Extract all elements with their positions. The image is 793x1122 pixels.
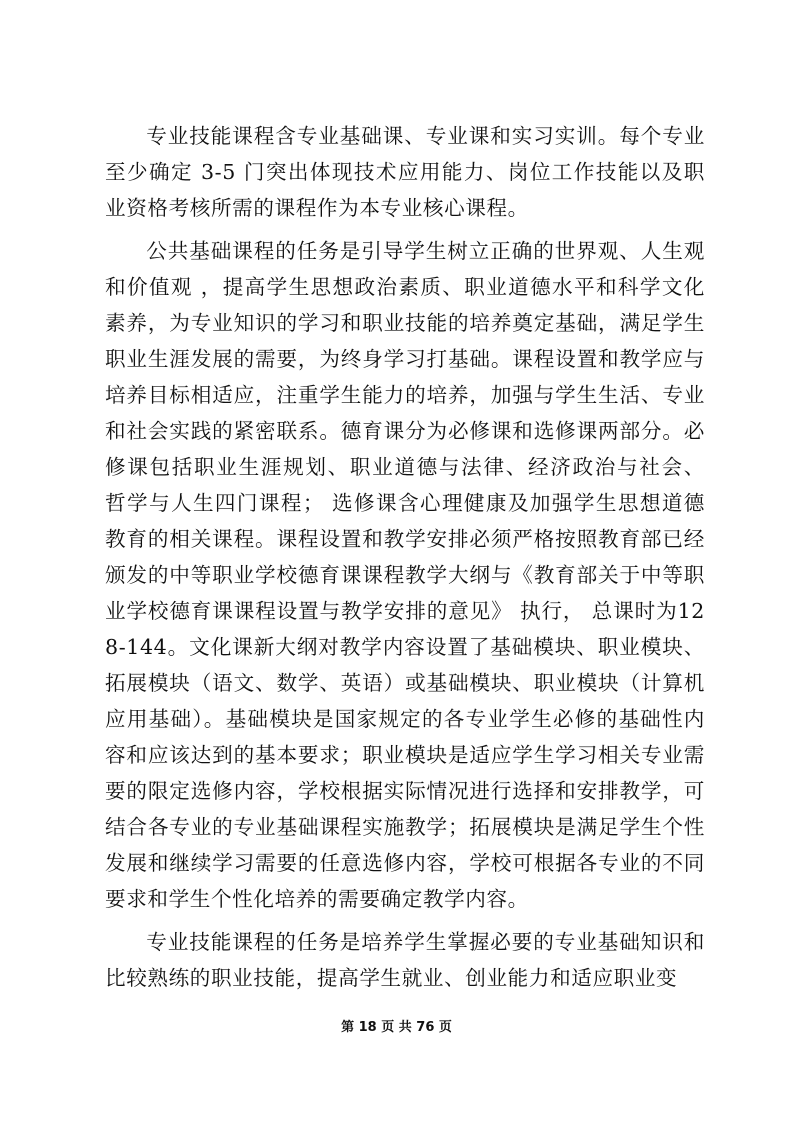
document-body xyxy=(105,118,705,996)
paragraph-public-basic-courses: 公共基础课程的任务是引导学生树立正确的世界观、人生观和价值观 ，提高学生思想政治素质、职业道德水平和科学文化素养，为专业知识的学习和职业技能的培养奠定基础，满足学生职业生涯发展的需要，为终身学习打基础。课程设置和教学应与培养目标相适应，注重学生能力的培养，加强与学生生活、专业和社会实践的紧密联系。德育课分为必修课和选修课两部分。必修课包括职业生涯规划、职业道德与法律、经济政治与社会、 哲学与人生四门课程； 选修课含心理健康及加强学生思想道德教育的相关课程。课程设置和教学安排必须严格按照教育部已经颁发的中等职业学校德育课课程教学大纲与《教育部关于中等职业学校德育课课程设置与教学安排的意见》 执行， 总课时为128-144。文化课新大纲对教学内容设置了基础模块、职业模块、拓展模块（语文、数学、英语）或基础模块、职业模块（计算机应用基础）。基础模块是国家规定的各专业学生必修的基础性内容和应该达到的基本要求；职业模块是适应学生学习相关专业需要的限定选修内容，学校根据实际情况进行选择和安排教学，可结合各专业的专业基础课程实施教学；拓展模块是满足学生个性发展和继续学习需要的任意选修内容，学校可根据各专业的不同要求和学生个性化培养的需要确定教学内容。 xyxy=(105,239,705,911)
paragraph-professional-skill-tasks: 专业技能课程的任务是培养学生掌握必要的专业基础知识和比较熟练的职业技能，提高学生就业、创业能力和适应职业变 xyxy=(105,930,705,990)
paragraph-professional-courses: 专业技能课程含专业基础课、专业课和实习实训。每个专业至少确定 3-5 门突出体现技术应用能力、岗位工作技能以及职业资格考核所需的课程作为本专业核心课程。 xyxy=(105,124,705,220)
page-footer: 第 18 页 共 76 页 xyxy=(341,1020,452,1035)
